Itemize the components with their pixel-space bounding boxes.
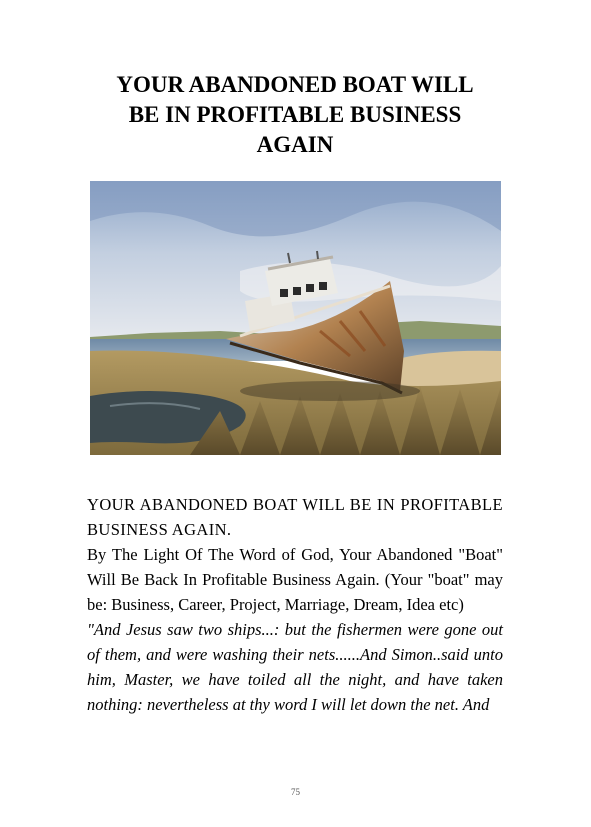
title-line-3: AGAIN: [256, 132, 334, 157]
page-title: [60, 70, 530, 160]
scripture-quote: "And Jesus saw two ships...: but the fishermen were gone out of them, and were washing their nets......And Simon..said unto him, Master, we have toiled all the night, and have taken nothing: nevertheless at thy word I will let down the net. And: [87, 620, 503, 714]
body-text: [87, 492, 503, 717]
body-heading: YOUR ABANDONED BOAT WILL BE IN PROFITABLE BUSINESS AGAIN.: [87, 495, 503, 539]
title-line-1: YOUR ABANDONED BOAT WILL: [116, 72, 474, 97]
intro-paragraph: By The Light Of The Word of God, Your Abandoned "Boat" Will Be Back In Profitable Business Again. (Your "boat" may be: Business, Career, Project, Marriage, Dream, Idea etc): [87, 545, 503, 614]
page-number: 75: [291, 787, 300, 797]
abandoned-boat-photo: [90, 181, 501, 455]
title-line-2: BE IN PROFITABLE BUSINESS: [128, 102, 462, 127]
